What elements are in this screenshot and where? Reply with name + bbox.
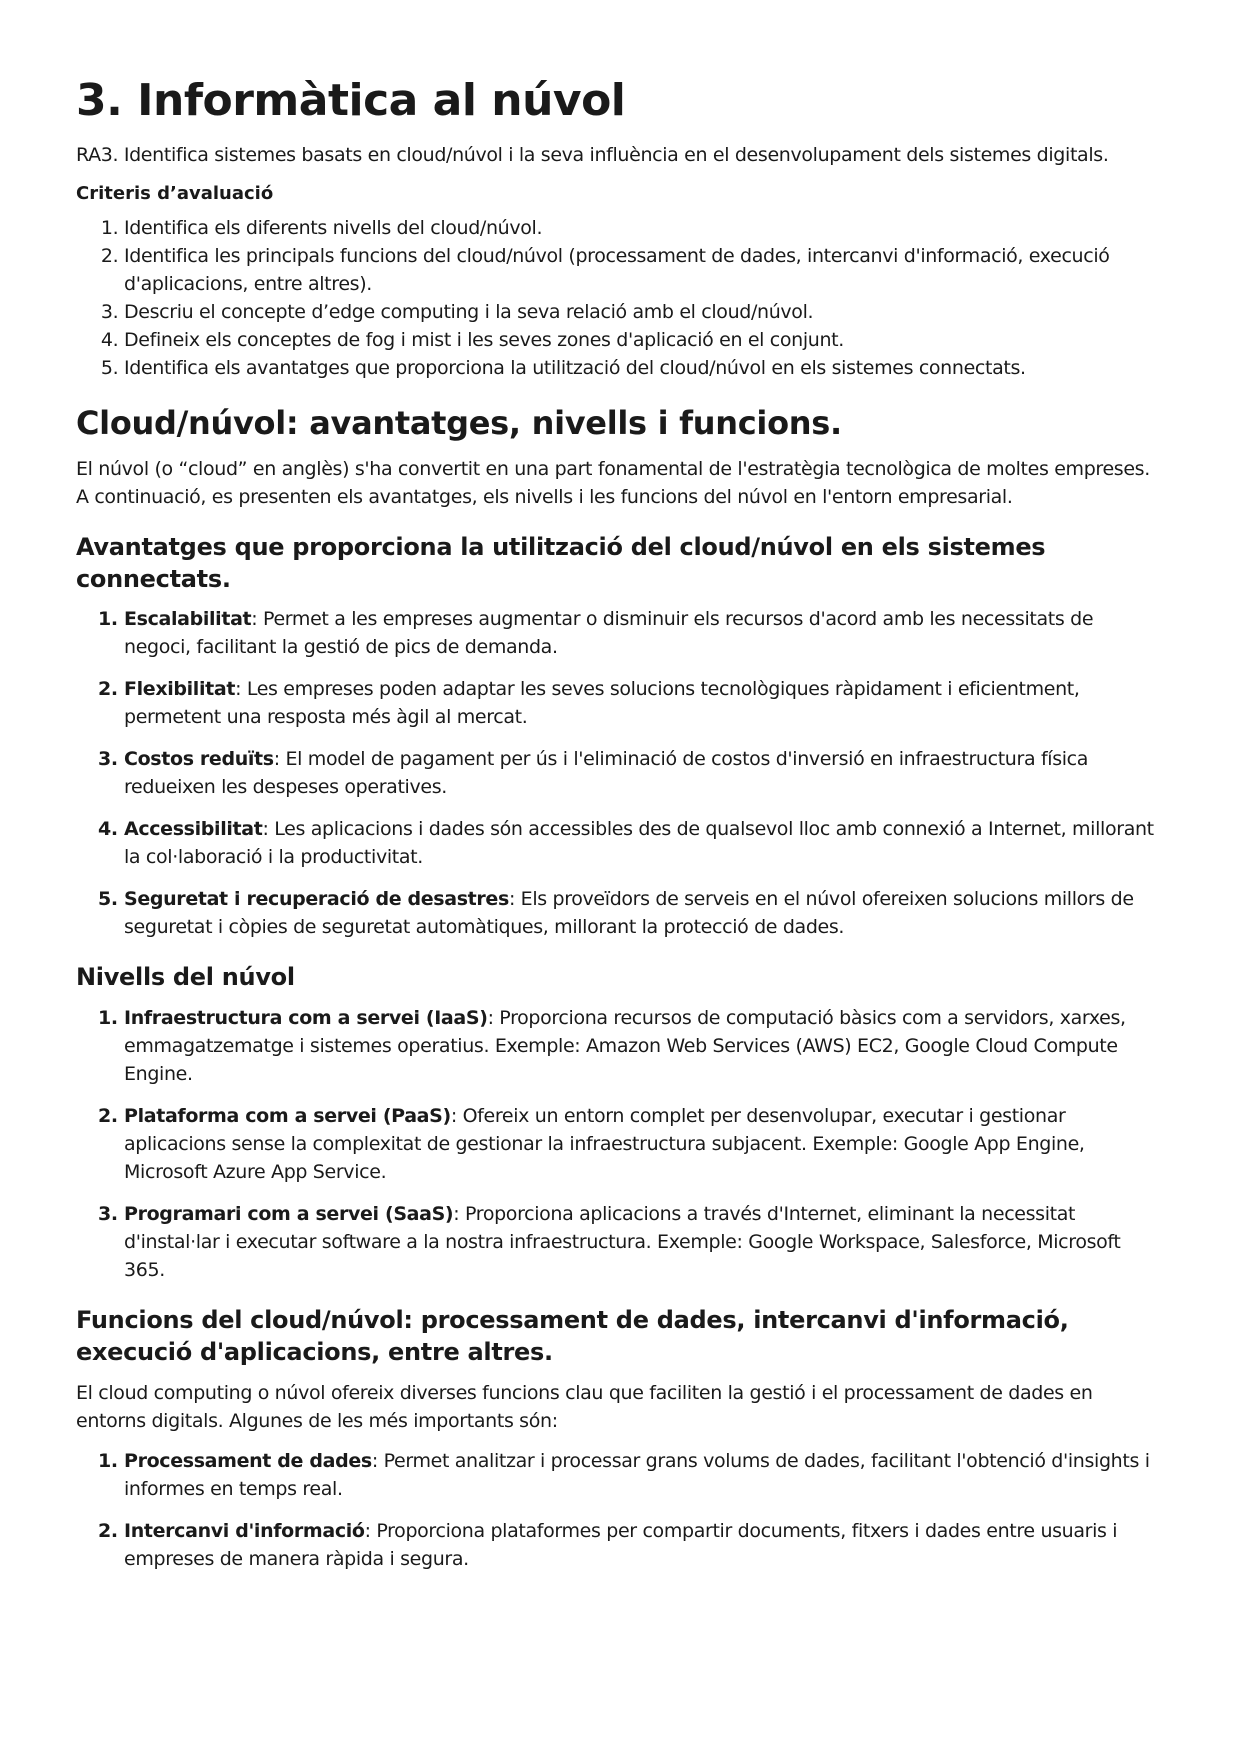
level-text: : Ofereix un entorn complet per desenvolupar, executar i gestionar aplicacions sense la complexitat de gestionar la infraestructura subjacent. Exemple: Google App Engine, Microsoft Azure App Service. — [124, 1104, 1085, 1183]
criteria-title: Criteris d’avaluació — [76, 183, 274, 205]
advantage-item — [124, 815, 1164, 871]
advantage-term: Costos reduïts — [124, 748, 274, 771]
intro-paragraph: RA3. Identifica sistemes basats en cloud/núvol i la seva influència en el desenvolupament dels sistemes digitals. — [76, 144, 1109, 167]
functions-heading: Funcions del cloud/núvol: processament de dades, intercanvi d'informació, execució d'aplicacions, entre altres. — [76, 1305, 1069, 1367]
advantage-term: Escalabilitat — [124, 608, 252, 631]
advantage-text: : Les aplicacions i dades són accessibles des de qualsevol lloc amb connexió a Internet, millorant la col·laboració i la productivitat. — [124, 818, 1154, 869]
page-title: 3. Informàtica al núvol — [76, 75, 626, 126]
advantages-heading: Avantatges que proporciona la utilització del cloud/núvol en els sistemes connectats. — [76, 532, 1046, 594]
advantage-item — [124, 745, 1164, 801]
level-term: Programari com a servei (SaaS) — [124, 1202, 454, 1225]
criteria-item: 4. Defineix els conceptes de fog i mist i les seves zones d'aplicació en el conjunt. — [124, 326, 1164, 354]
criteria-list — [76, 214, 1164, 382]
section-heading: Cloud/núvol: avantatges, nivells i funcions. — [76, 404, 842, 443]
advantage-text: : El model de pagament per ús i l'eliminació de costos d'inversió en infraestructura física redueixen les despeses operatives. — [124, 748, 1089, 799]
advantage-item — [124, 605, 1164, 661]
function-item — [124, 1447, 1164, 1503]
function-item — [124, 1517, 1164, 1573]
advantage-term: Seguretat i recuperació de desastres — [124, 888, 509, 911]
level-text: : Proporciona aplicacions a través d'Internet, eliminant la necessitat d'instal·lar i executar software a la nostra infraestructura. Exemple: Google Workspace, Salesforce, Microsoft 365. — [124, 1202, 1121, 1281]
advantage-term: Flexibilitat — [124, 678, 236, 701]
criteria-item: 3. Descriu el concepte d’edge computing i la seva relació amb el cloud/núvol. — [124, 298, 1164, 326]
function-term: Intercanvi d'informació — [124, 1519, 365, 1542]
advantage-term: Accessibilitat — [124, 818, 263, 841]
level-item — [124, 1200, 1164, 1284]
level-term: Infraestructura com a servei (IaaS) — [124, 1006, 488, 1029]
advantages-list — [76, 605, 1164, 941]
criteria-item: 5. Identifica els avantatges que proporciona la utilització del cloud/núvol en els sistemes connectats. — [124, 354, 1164, 382]
functions-list — [76, 1447, 1164, 1573]
criteria-item: 1. Identifica els diferents nivells del cloud/núvol. — [124, 214, 1164, 242]
criteria-item: 2. Identifica les principals funcions del cloud/núvol (processament de dades, intercanvi d'informació, execució d'aplicacions, entre altres). — [124, 242, 1164, 298]
level-item — [124, 1004, 1164, 1088]
section-paragraph: El núvol (o “cloud” en anglès) s'ha convertit en una part fonamental de l'estratègia tecnològica de moltes empreses. A continuació, es presenten els avantatges, els nivells i les funcions del núvol en l'entorn empresarial. — [76, 457, 1150, 508]
advantage-item — [124, 885, 1164, 941]
level-term: Plataforma com a servei (PaaS) — [124, 1104, 451, 1127]
advantage-text: : Els proveïdors de serveis en el núvol ofereixen solucions millors de seguretat i còpies de seguretat automàtiques, millorant la protecció de dades. — [124, 888, 1134, 939]
levels-heading: Nivells del núvol — [76, 963, 295, 992]
advantage-item — [124, 675, 1164, 731]
function-text: : Permet analitzar i processar grans volums de dades, facilitant l'obtenció d'insights i informes en temps real. — [124, 1449, 1150, 1500]
advantage-text: : Permet a les empreses augmentar o disminuir els recursos d'acord amb les necessitats de negoci, facilitant la gestió de pics de demanda. — [124, 608, 1094, 659]
functions-paragraph: El cloud computing o núvol ofereix diverses funcions clau que faciliten la gestió i el processament de dades en entorns digitals. Algunes de les més importants són: — [76, 1381, 1093, 1432]
level-item — [124, 1102, 1164, 1186]
advantage-text: : Les empreses poden adaptar les seves solucions tecnològiques ràpidament i eficientment, permetent una resposta més àgil al mercat. — [124, 678, 1080, 729]
level-text: : Proporciona recursos de computació bàsics com a servidors, xarxes, emmagatzematge i sistemes operatius. Exemple: Amazon Web Services (AWS) EC2, Google Cloud Compute Engine. — [124, 1006, 1126, 1085]
function-term: Processament de dades — [124, 1449, 372, 1472]
levels-list — [76, 1004, 1164, 1284]
function-text: : Proporciona plataformes per compartir documents, fitxers i dades entre usuaris i empreses de manera ràpida i segura. — [124, 1519, 1118, 1570]
